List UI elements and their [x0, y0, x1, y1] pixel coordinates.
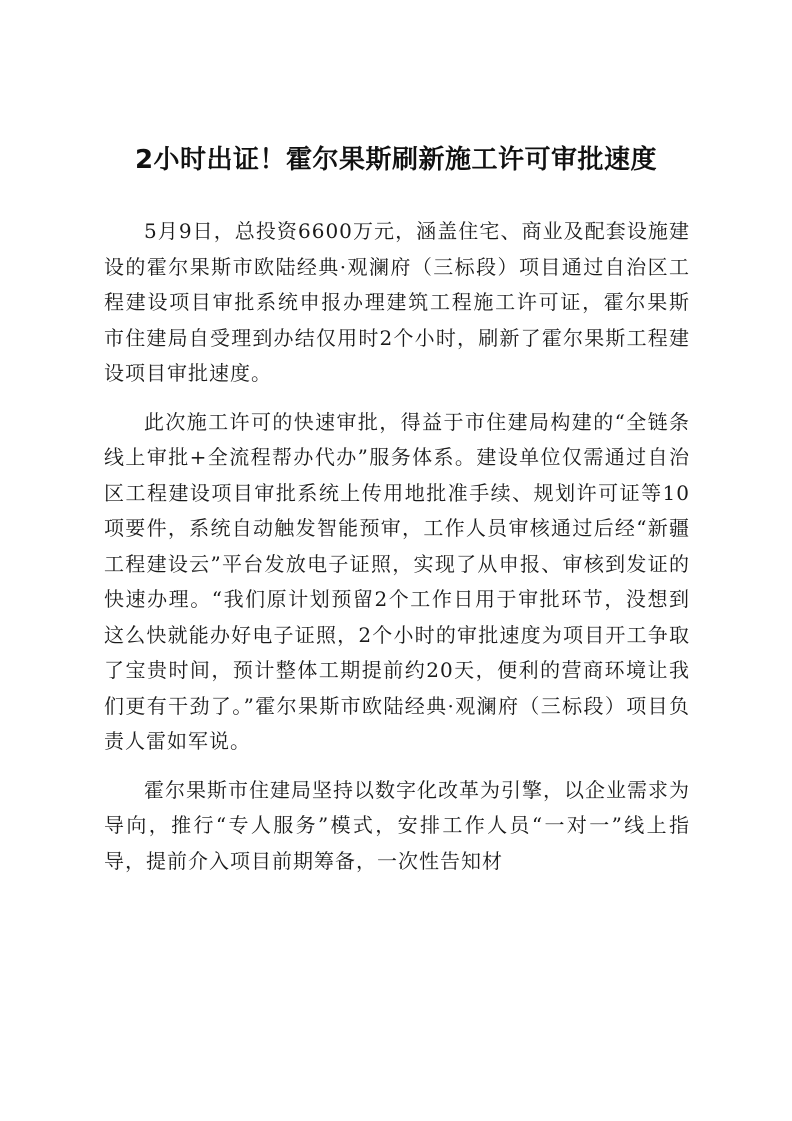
paragraph: 5月9日，总投资6600万元，涵盖住宅、商业及配套设施建设的霍尔果斯市欧陆经典·观澜府（三标段）项目通过自治区工程建设项目审批系统申报办理建筑工程施工许可证，霍尔果斯市住建局自受理到办结仅用时2个小时，刷新了霍尔果斯工程建设项目审批速度。: [104, 219, 690, 385]
document-body: [104, 214, 690, 892]
document-title: 2小时出证！霍尔果斯刷新施工许可审批速度: [134, 145, 658, 175]
paragraph: 此次施工许可的快速审批，得益于市住建局构建的“全链条线上审批+全流程帮办代办”服务体系。建设单位仅需通过自治区工程建设项目审批系统上传用地批准手续、规划许可证等10项要件，系统自动触发智能预审，工作人员审核通过后经“新疆工程建设云”平台发放电子证照，实现了从申报、审核到发证的快速办理。“我们原计划预留2个工作日用于审批环节，没想到这么快就能办好电子证照，2个小时的审批速度为项目开工争取了宝贵时间，预计整体工期提前约20天，便利的营商环境让我们更有干劲了。”霍尔果斯市欧陆经典·观澜府（三标段）项目负责人雷如军说。: [104, 409, 690, 753]
paragraph: 霍尔果斯市住建局坚持以数字化改革为引擎，以企业需求为导向，推行“专人服务”模式，安排工作人员“一对一”线上指导，提前介入项目前期筹备，一次性告知材: [104, 777, 690, 873]
